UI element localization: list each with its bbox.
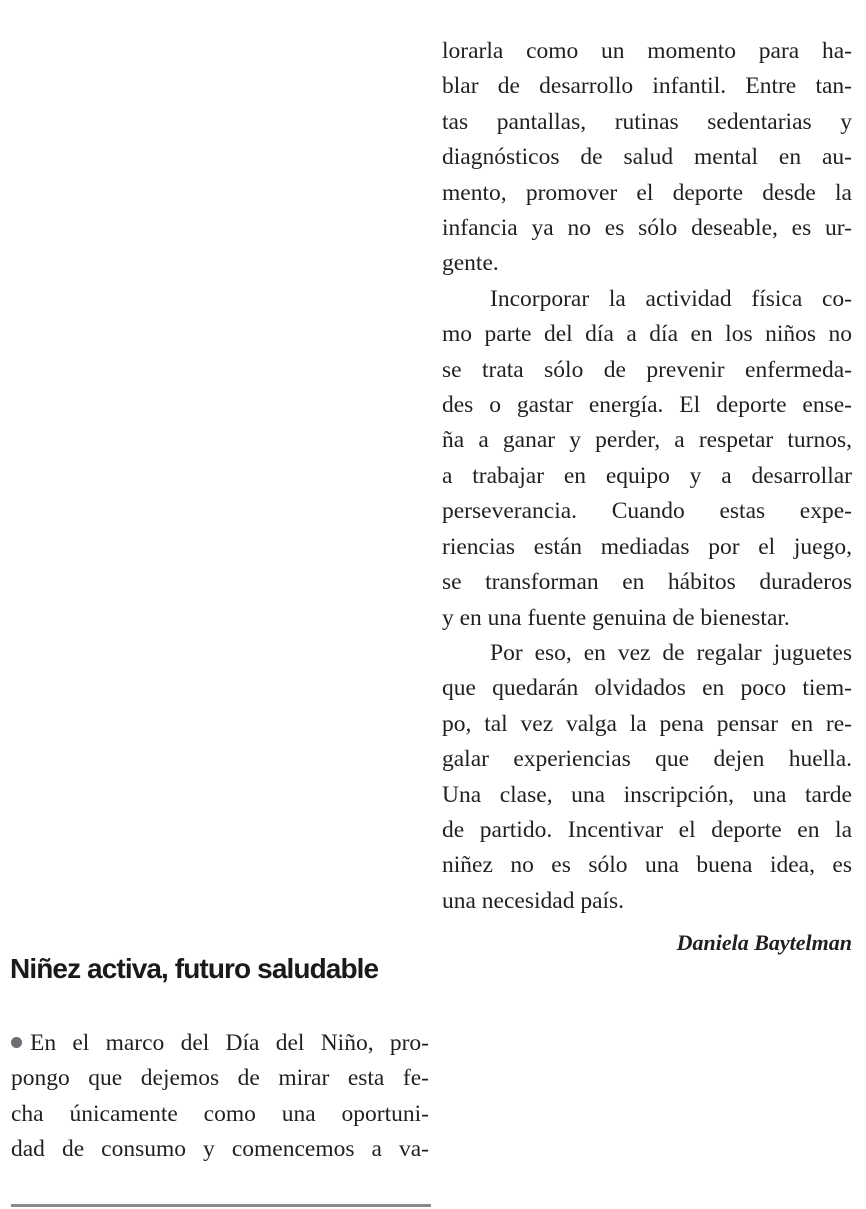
- body-line: cha únicamente como una oportuni-: [11, 1100, 429, 1127]
- body-line: des o gastar energía. El deporte ense-: [442, 392, 852, 419]
- body-line: mo parte del día a día en los niños no: [442, 321, 852, 348]
- bullet-icon: [11, 1037, 22, 1048]
- body-line: riencias están mediadas por el juego,: [442, 533, 852, 560]
- body-line: galar experiencias que dejen huella.: [442, 746, 852, 773]
- author-signature: Daniela Baytelman: [676, 930, 852, 955]
- body-line: Una clase, una inscripción, una tarde: [442, 781, 852, 808]
- body-line: blar de desarrollo infantil. Entre tan-: [442, 73, 852, 100]
- body-line: infancia ya no es sólo deseable, es ur-: [442, 215, 852, 242]
- body-line: perseverancia. Cuando estas expe-: [442, 498, 852, 525]
- body-line: gente.: [442, 250, 499, 277]
- letter-title: Niñez activa, futuro saludable: [10, 953, 379, 984]
- body-line: se transforman en hábitos duraderos: [442, 569, 852, 596]
- body-line: a trabajar en equipo y a desarrollar: [442, 462, 852, 489]
- right-column-text: [442, 34, 852, 919]
- body-line: Por eso, en vez de regalar juguetes: [490, 639, 852, 666]
- body-line: que quedarán olvidados en poco tiem-: [442, 675, 852, 702]
- left-column-text: [11, 1026, 429, 1168]
- body-line: ña a ganar y perder, a respetar turnos,: [442, 427, 852, 454]
- body-line: pongo que dejemos de mirar esta fe-: [11, 1065, 429, 1092]
- body-line: [11, 1026, 429, 1061]
- body-line: mento, promover el deporte desde la: [442, 179, 852, 206]
- body-line: po, tal vez valga la pena pensar en re-: [442, 710, 852, 737]
- body-line: Incorporar la actividad física co-: [490, 285, 852, 312]
- body-line: una necesidad país.: [442, 887, 625, 914]
- body-line: niñez no es sólo una buena idea, es: [442, 852, 852, 879]
- section-divider: [11, 1204, 431, 1207]
- body-line: dad de consumo y comencemos a va-: [11, 1136, 429, 1163]
- body-line-text: En el marco del Día del Niño, pro-: [30, 1030, 429, 1056]
- body-line: y en una fuente genuina de bienestar.: [442, 604, 790, 631]
- body-line: se trata sólo de prevenir enfermeda-: [442, 356, 852, 383]
- body-line: de partido. Incentivar el deporte en la: [442, 816, 852, 843]
- body-line: tas pantallas, rutinas sedentarias y: [442, 108, 852, 135]
- body-line: diagnósticos de salud mental en au-: [442, 144, 852, 171]
- body-line: lorarla como un momento para ha-: [442, 38, 852, 64]
